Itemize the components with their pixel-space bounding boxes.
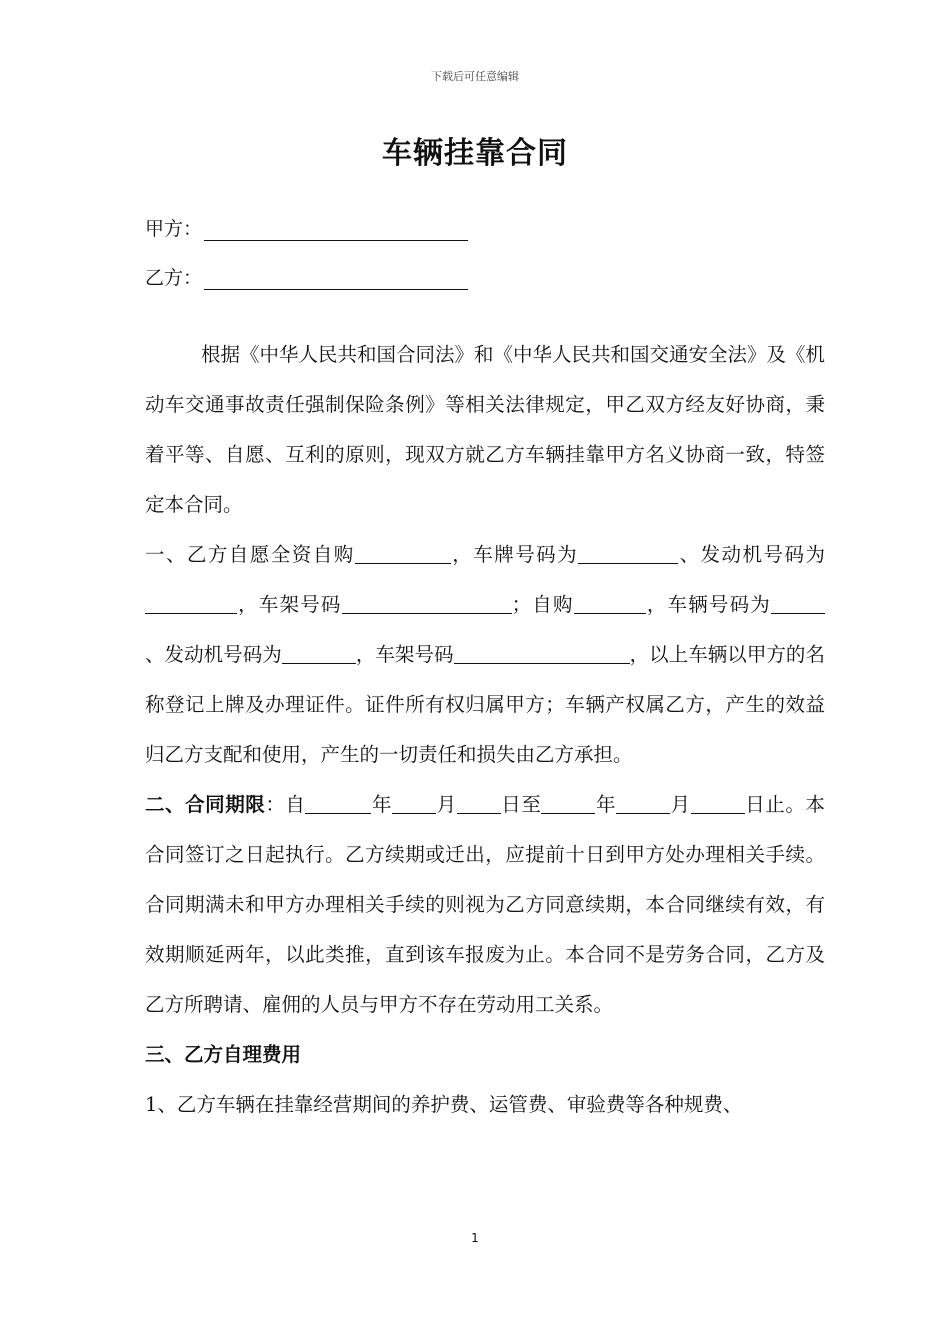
clause-2-text: 月 <box>670 793 691 816</box>
clause-3-item-1: 1、乙方车辆在挂靠经营期间的养护费、运管费、审验费等各种规费、 <box>145 1093 743 1116</box>
party-b-row <box>145 263 468 290</box>
blank-field <box>691 793 745 814</box>
clause-1 <box>145 530 825 780</box>
clause-2-text: ：自 <box>265 793 306 816</box>
clause-1-text: 、发动机号码为 <box>678 543 825 566</box>
document-title: 车辆挂靠合同 <box>382 136 568 171</box>
clause-2-text: 日 <box>744 793 766 816</box>
party-b-blank <box>204 269 468 290</box>
clause-1-text: ，以上车辆以甲方的名称登记上牌及办理证件。证件所有权归属甲方；车辆产权属乙方，产生的效益归乙方支配和使用，产生的一切责任和损失由乙方承担。 <box>145 643 825 766</box>
blank-field <box>355 543 451 564</box>
blank-field <box>392 793 436 814</box>
blank-field <box>282 643 356 664</box>
blank-field <box>342 593 512 614</box>
clause-1-text: ，车架号码 <box>355 643 454 666</box>
blank-field <box>145 593 237 614</box>
blank-field <box>305 793 371 814</box>
clause-2-text: 日至 <box>500 793 542 816</box>
blank-field <box>457 793 501 814</box>
party-a-blank <box>204 220 468 241</box>
clause-2-text: 月 <box>436 793 457 816</box>
preamble-paragraph: 根据《中华人民共和国合同法》和《中华人民共和国交通安全法》及《机动车交通事故责任强制保险条例》等相关法律规定，甲乙双方经友好协商，秉着平等、自愿、互利的原则，现双方就乙方车辆挂靠甲方名义协商一致，特签定本合同。 <box>145 343 826 516</box>
clause-1-text: 、发动机号码为 <box>145 643 282 666</box>
clause-2-heading: 二、合同期限 <box>145 793 266 816</box>
blank-field <box>574 593 646 614</box>
clause-1-text: 一、乙方自愿全资自购 <box>145 543 355 566</box>
blank-field <box>771 593 825 614</box>
blank-field <box>541 793 595 814</box>
clause-2-text: 止。本合同签订之日起执行。乙方续期或迁出，应提前十日到甲方处办理相关手续。合同期满未和甲方办理相关手续的则视为乙方同意续期，本合同继续有效，有效期顺延两年，以此类推，直到该车报废为止。本合同不是劳务合同，乙方及乙方所聘请、雇佣的人员与甲方不存在劳动用工关系。 <box>145 793 825 1016</box>
blank-field <box>454 643 630 664</box>
contract-body <box>145 330 825 1130</box>
clause-1-text: ，车架号码 <box>237 593 342 616</box>
party-a-row <box>145 214 468 241</box>
header-note: 下载后可任意编辑 <box>431 70 519 83</box>
clause-1-text: ；自购 <box>511 593 574 616</box>
page-number: 1 <box>471 1231 479 1245</box>
clause-1-text: ，车辆号码为 <box>645 593 771 616</box>
clause-3-heading: 三、乙方自理费用 <box>145 1043 302 1066</box>
blank-field <box>616 793 670 814</box>
clause-2-text: 年 <box>595 793 617 816</box>
clause-2-text: 年 <box>371 793 393 816</box>
party-b-label: 乙方： <box>145 267 203 289</box>
clause-1-text: ，车牌号码为 <box>450 543 579 566</box>
blank-field <box>578 543 678 564</box>
clause-2 <box>145 780 825 1030</box>
party-a-label: 甲方： <box>145 218 203 240</box>
